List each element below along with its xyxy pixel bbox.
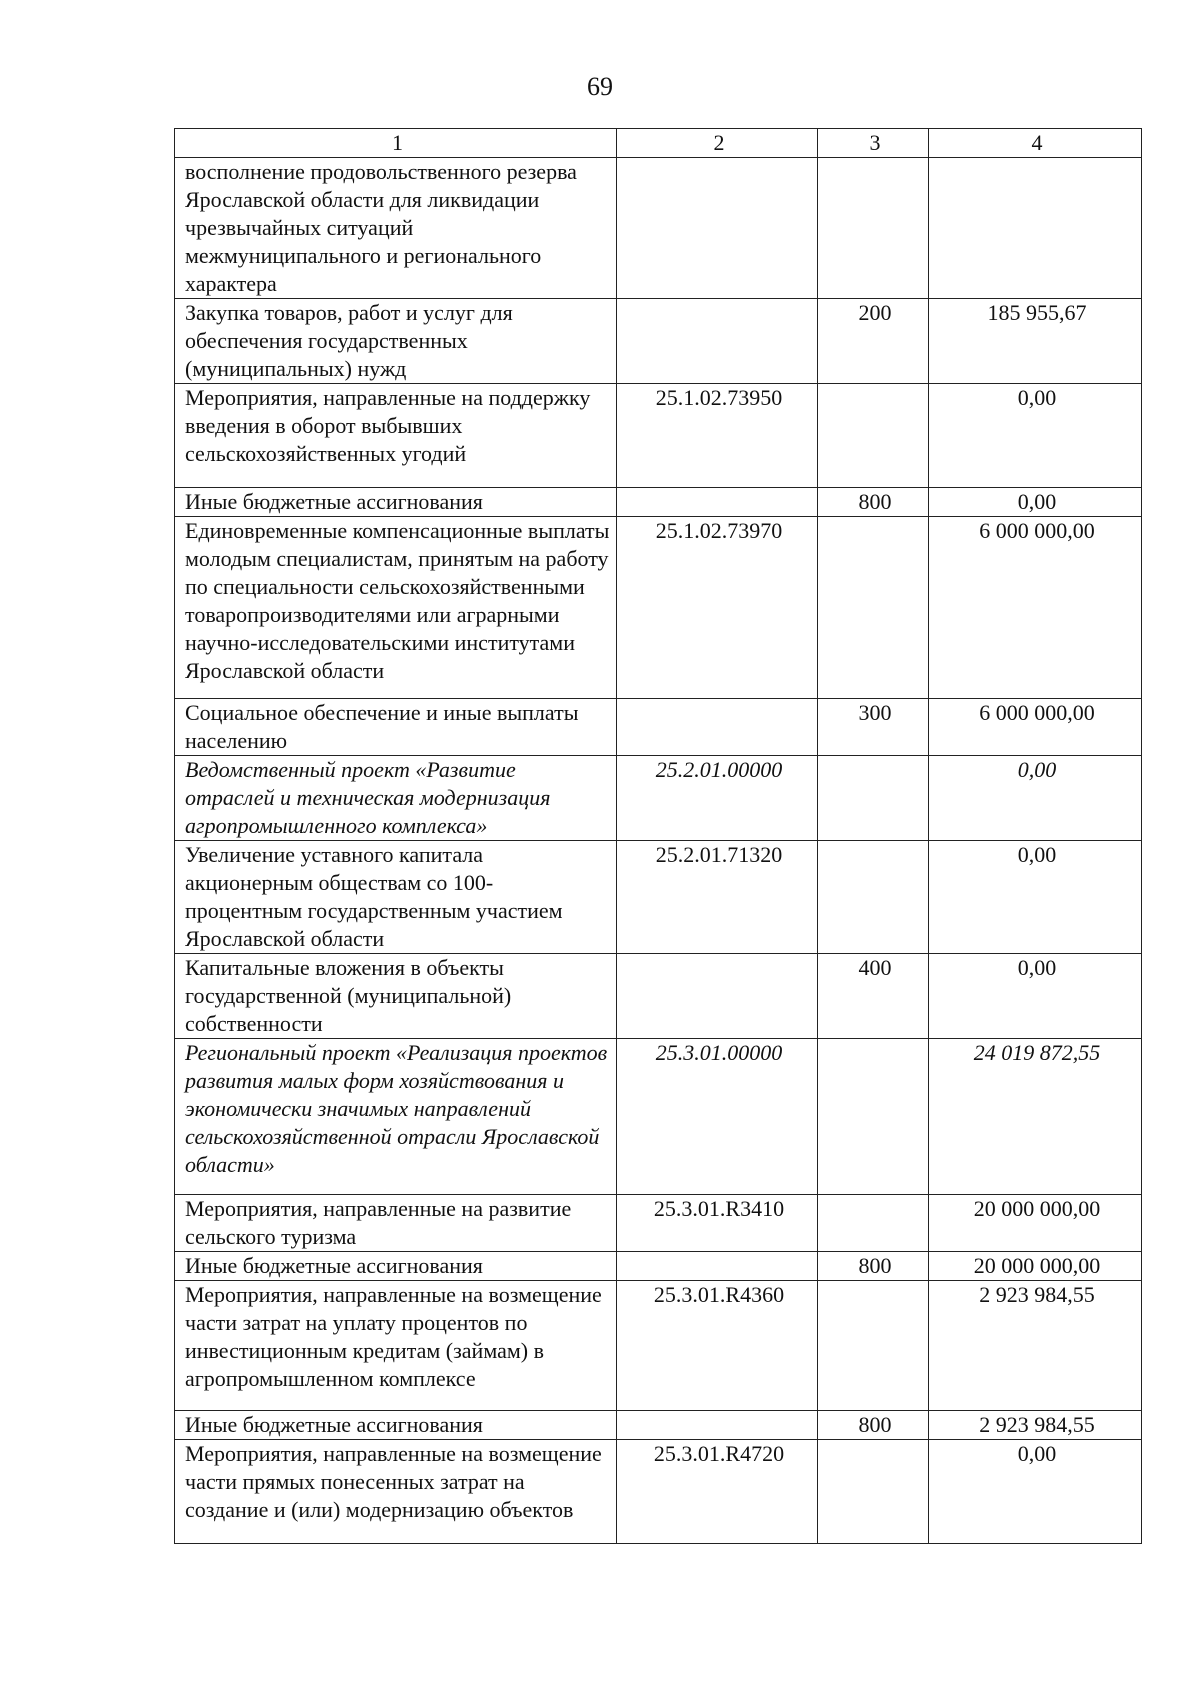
table-row (175, 488, 1142, 517)
cell-type: 800 (818, 1252, 929, 1281)
cell-name: Мероприятия, направленные на поддержку введения в оборот выбывших сельскохозяйственных угодий (175, 384, 617, 488)
cell-code: 25.3.01.R4360 (617, 1281, 818, 1411)
cell-sum: 0,00 (929, 841, 1142, 954)
cell-name: Социальное обеспечение и иные выплаты населению (175, 699, 617, 756)
page-number: 69 (587, 72, 613, 101)
cell-sum: 6 000 000,00 (929, 699, 1142, 756)
cell-type (818, 384, 929, 488)
table-row (175, 699, 1142, 756)
cell-name: Иные бюджетные ассигнования (175, 1411, 617, 1440)
table-row (175, 1039, 1142, 1195)
cell-sum: 0,00 (929, 954, 1142, 1039)
cell-type (818, 1039, 929, 1195)
table-row (175, 517, 1142, 699)
cell-code: 25.3.01.R4720 (617, 1440, 818, 1544)
cell-name: Мероприятия, направленные на возмещение части прямых понесенных затрат на создание и (или) модернизацию объектов (175, 1440, 617, 1544)
cell-name: Закупка товаров, работ и услуг для обеспечения государственных (муниципальных) нужд (175, 299, 617, 384)
cell-name: Капитальные вложения в объекты государственной (муниципальной) собственности (175, 954, 617, 1039)
cell-type: 400 (818, 954, 929, 1039)
cell-sum: 0,00 (929, 488, 1142, 517)
table-row (175, 841, 1142, 954)
cell-type (818, 841, 929, 954)
table-row (175, 756, 1142, 841)
cell-code (617, 954, 818, 1039)
column-header: 2 (617, 129, 818, 158)
cell-type (818, 1281, 929, 1411)
cell-type (818, 1440, 929, 1544)
cell-name: Иные бюджетные ассигнования (175, 1252, 617, 1281)
cell-sum: 20 000 000,00 (929, 1252, 1142, 1281)
budget-table (174, 128, 1142, 1544)
cell-type: 800 (818, 488, 929, 517)
cell-sum: 185 955,67 (929, 299, 1142, 384)
cell-sum: 20 000 000,00 (929, 1195, 1142, 1252)
cell-code (617, 488, 818, 517)
cell-type: 800 (818, 1411, 929, 1440)
cell-code: 25.1.02.73950 (617, 384, 818, 488)
table-header-row (175, 129, 1142, 158)
cell-name: Мероприятия, направленные на возмещение части затрат на уплату процентов по инвестиционным кредитам (займам) в агропромышленном комплексе (175, 1281, 617, 1411)
cell-sum: 24 019 872,55 (929, 1039, 1142, 1195)
table-row (175, 1281, 1142, 1411)
table-row (175, 1440, 1142, 1544)
cell-type (818, 158, 929, 299)
cell-name: Увеличение уставного капитала акционерным обществам со 100-процентным государственным участием Ярославской области (175, 841, 617, 954)
cell-sum: 0,00 (929, 384, 1142, 488)
cell-sum: 0,00 (929, 756, 1142, 841)
cell-sum: 0,00 (929, 1440, 1142, 1544)
cell-type (818, 756, 929, 841)
cell-code: 25.2.01.71320 (617, 841, 818, 954)
cell-code (617, 699, 818, 756)
cell-code (617, 299, 818, 384)
column-header: 1 (175, 129, 617, 158)
column-header: 4 (929, 129, 1142, 158)
table-row (175, 384, 1142, 488)
cell-sum: 2 923 984,55 (929, 1411, 1142, 1440)
cell-sum (929, 158, 1142, 299)
cell-name: Иные бюджетные ассигнования (175, 488, 617, 517)
cell-code: 25.3.01.R3410 (617, 1195, 818, 1252)
cell-type (818, 1195, 929, 1252)
cell-code (617, 1411, 818, 1440)
column-header: 3 (818, 129, 929, 158)
cell-code (617, 158, 818, 299)
cell-sum: 6 000 000,00 (929, 517, 1142, 699)
cell-code (617, 1252, 818, 1281)
cell-name: Единовременные компенсационные выплаты молодым специалистам, принятым на работу по специальности сельскохозяйственными товаропроизводителями или аграрными научно-исследовательскими институтами Ярославской области (175, 517, 617, 699)
cell-name: Региональный проект «Реализация проектов развития малых форм хозяйствования и экономически значимых направлений сельскохозяйственной отрасли Ярославской области» (175, 1039, 617, 1195)
cell-type (818, 517, 929, 699)
cell-type: 300 (818, 699, 929, 756)
cell-name: Ведомственный проект «Развитие отраслей и техническая модернизация агропромышленного комплекса» (175, 756, 617, 841)
table-row (175, 1252, 1142, 1281)
cell-name: восполнение продовольственного резерва Ярославской области для ликвидации чрезвычайных ситуаций межмуниципального и регионального характера (175, 158, 617, 299)
table-row (175, 1195, 1142, 1252)
table-row (175, 158, 1142, 299)
table-row (175, 299, 1142, 384)
cell-code: 25.1.02.73970 (617, 517, 818, 699)
cell-code: 25.3.01.00000 (617, 1039, 818, 1195)
cell-type: 200 (818, 299, 929, 384)
table-row (175, 1411, 1142, 1440)
cell-code: 25.2.01.00000 (617, 756, 818, 841)
cell-sum: 2 923 984,55 (929, 1281, 1142, 1411)
cell-name: Мероприятия, направленные на развитие сельского туризма (175, 1195, 617, 1252)
table-row (175, 954, 1142, 1039)
